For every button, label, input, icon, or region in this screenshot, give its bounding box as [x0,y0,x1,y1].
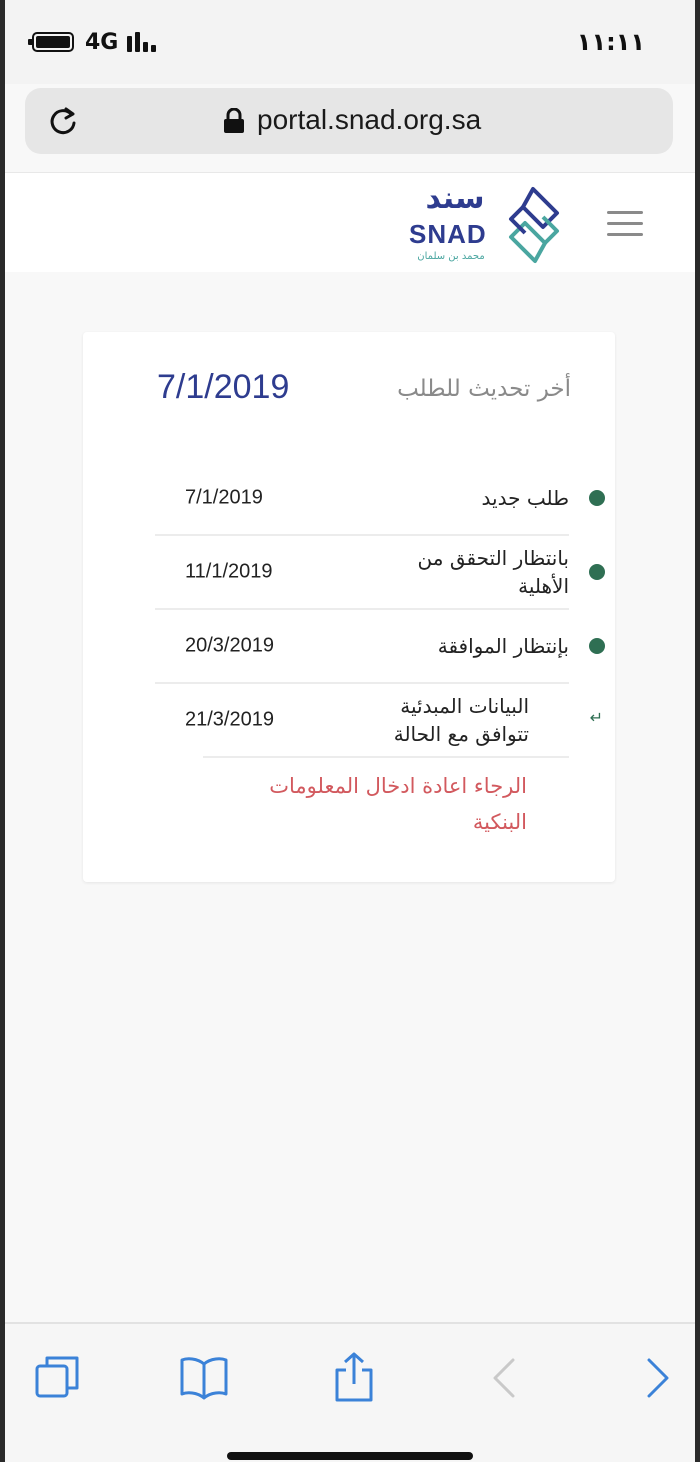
timeline-step [155,462,569,536]
status-timeline [155,462,603,758]
error-message: الرجاء اعادة ادخال المعلومات البنكية [269,774,527,834]
logo-mark-icon [503,185,565,265]
request-status-card [83,332,615,882]
site-header [5,172,695,272]
home-indicator[interactable] [227,1452,473,1460]
signal-icon [127,32,161,52]
status-dot-icon [589,490,605,506]
bookmarks-icon[interactable] [179,1352,229,1402]
timeline-step [155,536,569,610]
status-time: ١١:١١ [576,28,645,56]
tabs-icon[interactable] [33,1352,83,1402]
timeline-step-label: طلب جديد [481,486,569,510]
timeline-step-label: بانتظار التحقق من الأهلية [417,546,569,598]
timeline-step [185,684,603,758]
network-type: 4G [85,30,119,55]
phone-screen [5,0,695,1462]
hamburger-menu-icon[interactable] [607,211,643,237]
timeline-step-date: 7/1/2019 [185,486,263,509]
timeline-step [155,610,569,684]
timeline-step-label: بإنتظار الموافقة [437,634,569,658]
last-update-date: 7/1/2019 [157,368,290,406]
share-icon[interactable] [329,1352,379,1402]
address-bar[interactable] [25,88,673,154]
timeline-step-label: البيانات المبدئية تتوافق مع الحالة [393,694,529,746]
status-dot-icon [589,638,605,654]
timeline-step-date: 11/1/2019 [185,560,273,583]
timeline-step-date: 20/3/2019 [185,634,274,657]
status-dot-icon [589,564,605,580]
back-icon[interactable] [481,1352,531,1402]
reload-icon[interactable] [47,105,79,137]
forward-icon[interactable] [631,1352,681,1402]
url-text[interactable]: portal.snad.org.sa [257,104,482,135]
return-arrow-icon: ↵ [589,708,603,727]
browser-toolbar [5,1322,695,1462]
logo-arabic: سند [425,181,485,216]
last-update-label: أخر تحديث للطلب [397,376,571,402]
lock-icon [223,108,245,134]
battery-icon [32,32,74,52]
snad-logo[interactable] [407,181,567,271]
timeline-step-date: 21/3/2019 [185,708,274,731]
status-bar [5,0,695,84]
logo-subtitle: محمد بن سلمان [417,251,485,262]
logo-english: SNAD [409,219,487,249]
